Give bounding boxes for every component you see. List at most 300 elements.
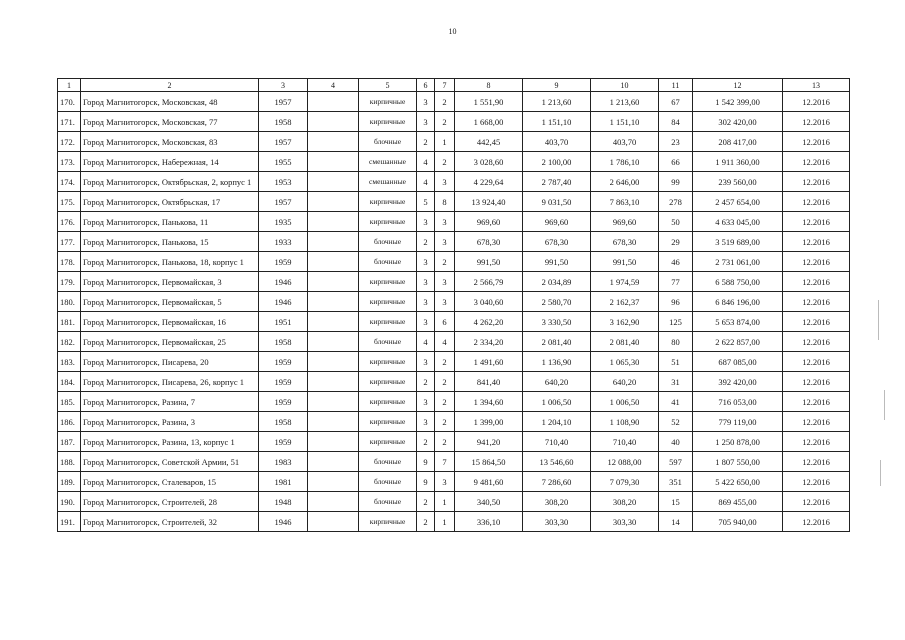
header-cell-col-3: 3 [259, 79, 308, 92]
residential-area-cell: 710,40 [591, 432, 659, 452]
residents-cell: 96 [659, 292, 693, 312]
total-area-cell: 4 229,64 [455, 172, 523, 192]
living-area-cell: 9 031,50 [523, 192, 591, 212]
address-cell: Город Магнитогорск, Октябрьская, 17 [81, 192, 259, 212]
floors-cell: 9 [417, 472, 435, 492]
row-number-cell: 183. [58, 352, 81, 372]
living-area-cell: 13 546,60 [523, 452, 591, 472]
living-area-cell: 308,20 [523, 492, 591, 512]
wall-material-cell: блочные [359, 332, 417, 352]
floors-cell: 3 [417, 92, 435, 112]
living-area-cell: 1 204,10 [523, 412, 591, 432]
deadline-cell: 12.2016 [783, 512, 850, 532]
row-number-cell: 175. [58, 192, 81, 212]
deadline-cell: 12.2016 [783, 372, 850, 392]
residential-area-cell: 1 786,10 [591, 152, 659, 172]
living-area-cell: 969,60 [523, 212, 591, 232]
deadline-cell: 12.2016 [783, 92, 850, 112]
address-cell: Город Магнитогорск, Писарева, 26, корпус 1 [81, 372, 259, 392]
table-row [58, 452, 850, 472]
row-number-cell: 189. [58, 472, 81, 492]
address-cell: Город Магнитогорск, Разина, 7 [81, 392, 259, 412]
residents-cell: 29 [659, 232, 693, 252]
year-built-cell: 1959 [259, 392, 308, 412]
wall-material-cell: блочные [359, 492, 417, 512]
residents-cell: 66 [659, 152, 693, 172]
total-area-cell: 9 481,60 [455, 472, 523, 492]
address-cell: Город Магнитогорск, Сталеваров, 15 [81, 472, 259, 492]
residential-area-cell: 640,20 [591, 372, 659, 392]
year-built-cell: 1959 [259, 252, 308, 272]
living-area-cell: 2 081,40 [523, 332, 591, 352]
table-row [58, 212, 850, 232]
living-area-cell: 1 006,50 [523, 392, 591, 412]
cost-cell: 2 622 857,00 [693, 332, 783, 352]
wall-material-cell: блочные [359, 132, 417, 152]
col-4-cell [308, 392, 359, 412]
residents-cell: 597 [659, 452, 693, 472]
residential-area-cell: 308,20 [591, 492, 659, 512]
residents-cell: 125 [659, 312, 693, 332]
year-built-cell: 1933 [259, 232, 308, 252]
deadline-cell: 12.2016 [783, 112, 850, 132]
cost-cell: 1 250 878,00 [693, 432, 783, 452]
wall-material-cell: кирпичные [359, 212, 417, 232]
wall-material-cell: кирпичные [359, 192, 417, 212]
wall-material-cell: кирпичные [359, 92, 417, 112]
deadline-cell: 12.2016 [783, 132, 850, 152]
row-number-cell: 185. [58, 392, 81, 412]
entrances-cell: 3 [435, 232, 455, 252]
col-4-cell [308, 332, 359, 352]
residents-cell: 84 [659, 112, 693, 132]
row-number-cell: 178. [58, 252, 81, 272]
entrances-cell: 3 [435, 172, 455, 192]
cost-cell: 4 633 045,00 [693, 212, 783, 232]
row-number-cell: 187. [58, 432, 81, 452]
entrances-cell: 2 [435, 112, 455, 132]
wall-material-cell: кирпичные [359, 412, 417, 432]
total-area-cell: 1 399,00 [455, 412, 523, 432]
row-number-cell: 174. [58, 172, 81, 192]
wall-material-cell: кирпичные [359, 312, 417, 332]
row-number-cell: 191. [58, 512, 81, 532]
cost-cell: 1 542 399,00 [693, 92, 783, 112]
total-area-cell: 1 668,00 [455, 112, 523, 132]
year-built-cell: 1981 [259, 472, 308, 492]
floors-cell: 3 [417, 412, 435, 432]
entrances-cell: 8 [435, 192, 455, 212]
col-4-cell [308, 512, 359, 532]
col-4-cell [308, 292, 359, 312]
residents-cell: 99 [659, 172, 693, 192]
wall-material-cell: кирпичные [359, 512, 417, 532]
year-built-cell: 1948 [259, 492, 308, 512]
address-cell: Город Магнитогорск, Панькова, 18, корпус 1 [81, 252, 259, 272]
year-built-cell: 1957 [259, 132, 308, 152]
total-area-cell: 841,40 [455, 372, 523, 392]
residents-cell: 15 [659, 492, 693, 512]
cost-cell: 5 422 650,00 [693, 472, 783, 492]
residential-area-cell: 403,70 [591, 132, 659, 152]
cost-cell: 302 420,00 [693, 112, 783, 132]
wall-material-cell: смешанные [359, 172, 417, 192]
residential-area-cell: 969,60 [591, 212, 659, 232]
col-4-cell [308, 272, 359, 292]
row-number-cell: 176. [58, 212, 81, 232]
year-built-cell: 1946 [259, 292, 308, 312]
wall-material-cell: кирпичные [359, 292, 417, 312]
deadline-cell: 12.2016 [783, 392, 850, 412]
wall-material-cell: кирпичные [359, 112, 417, 132]
deadline-cell: 12.2016 [783, 332, 850, 352]
entrances-cell: 3 [435, 212, 455, 232]
cost-cell: 716 053,00 [693, 392, 783, 412]
floors-cell: 3 [417, 292, 435, 312]
table-row [58, 172, 850, 192]
floors-cell: 3 [417, 252, 435, 272]
residential-area-cell: 2 162,37 [591, 292, 659, 312]
residents-cell: 77 [659, 272, 693, 292]
year-built-cell: 1946 [259, 272, 308, 292]
deadline-cell: 12.2016 [783, 232, 850, 252]
living-area-cell: 710,40 [523, 432, 591, 452]
col-4-cell [308, 112, 359, 132]
entrances-cell: 7 [435, 452, 455, 472]
col-4-cell [308, 212, 359, 232]
living-area-cell: 2 100,00 [523, 152, 591, 172]
row-number-cell: 186. [58, 412, 81, 432]
col-4-cell [308, 492, 359, 512]
table-row [58, 232, 850, 252]
entrances-cell: 2 [435, 152, 455, 172]
floors-cell: 3 [417, 392, 435, 412]
row-number-cell: 180. [58, 292, 81, 312]
floors-cell: 3 [417, 212, 435, 232]
residents-cell: 67 [659, 92, 693, 112]
residents-cell: 80 [659, 332, 693, 352]
row-number-cell: 171. [58, 112, 81, 132]
year-built-cell: 1983 [259, 452, 308, 472]
floors-cell: 2 [417, 512, 435, 532]
table-row [58, 372, 850, 392]
column-number-header-row [58, 79, 850, 92]
year-built-cell: 1958 [259, 332, 308, 352]
housing-registry-table [57, 78, 850, 532]
table-row [58, 332, 850, 352]
table-row [58, 192, 850, 212]
col-4-cell [308, 372, 359, 392]
residential-area-cell: 2 081,40 [591, 332, 659, 352]
wall-material-cell: кирпичные [359, 392, 417, 412]
living-area-cell: 1 136,90 [523, 352, 591, 372]
address-cell: Город Магнитогорск, Московская, 83 [81, 132, 259, 152]
deadline-cell: 12.2016 [783, 312, 850, 332]
deadline-cell: 12.2016 [783, 472, 850, 492]
wall-material-cell: блочные [359, 472, 417, 492]
table-row [58, 352, 850, 372]
table-row [58, 92, 850, 112]
floors-cell: 2 [417, 372, 435, 392]
total-area-cell: 1 491,60 [455, 352, 523, 372]
year-built-cell: 1958 [259, 412, 308, 432]
residential-area-cell: 991,50 [591, 252, 659, 272]
table-row [58, 252, 850, 272]
header-cell-col-8: 8 [455, 79, 523, 92]
year-built-cell: 1946 [259, 512, 308, 532]
total-area-cell: 991,50 [455, 252, 523, 272]
row-number-cell: 177. [58, 232, 81, 252]
total-area-cell: 3 040,60 [455, 292, 523, 312]
floors-cell: 4 [417, 332, 435, 352]
total-area-cell: 4 262,20 [455, 312, 523, 332]
total-area-cell: 13 924,40 [455, 192, 523, 212]
cost-cell: 6 588 750,00 [693, 272, 783, 292]
header-cell-col-6: 6 [417, 79, 435, 92]
entrances-cell: 3 [435, 292, 455, 312]
row-number-cell: 181. [58, 312, 81, 332]
header-cell-col-12: 12 [693, 79, 783, 92]
wall-material-cell: блочные [359, 252, 417, 272]
cost-cell: 208 417,00 [693, 132, 783, 152]
residents-cell: 46 [659, 252, 693, 272]
total-area-cell: 1 551,90 [455, 92, 523, 112]
living-area-cell: 2 034,89 [523, 272, 591, 292]
table-row [58, 432, 850, 452]
col-4-cell [308, 472, 359, 492]
cost-cell: 1 807 550,00 [693, 452, 783, 472]
table-row [58, 472, 850, 492]
entrances-cell: 1 [435, 512, 455, 532]
living-area-cell: 2 580,70 [523, 292, 591, 312]
residential-area-cell: 1 006,50 [591, 392, 659, 412]
address-cell: Город Магнитогорск, Октябрьская, 2, корпус 1 [81, 172, 259, 192]
col-4-cell [308, 252, 359, 272]
address-cell: Город Магнитогорск, Разина, 13, корпус 1 [81, 432, 259, 452]
row-number-cell: 188. [58, 452, 81, 472]
entrances-cell: 2 [435, 372, 455, 392]
address-cell: Город Магнитогорск, Московская, 77 [81, 112, 259, 132]
address-cell: Город Магнитогорск, Строителей, 28 [81, 492, 259, 512]
residential-area-cell: 1 151,10 [591, 112, 659, 132]
year-built-cell: 1953 [259, 172, 308, 192]
deadline-cell: 12.2016 [783, 292, 850, 312]
address-cell: Город Магнитогорск, Советской Армии, 51 [81, 452, 259, 472]
living-area-cell: 640,20 [523, 372, 591, 392]
residential-area-cell: 1 213,60 [591, 92, 659, 112]
entrances-cell: 2 [435, 392, 455, 412]
residents-cell: 51 [659, 352, 693, 372]
total-area-cell: 969,60 [455, 212, 523, 232]
floors-cell: 2 [417, 132, 435, 152]
address-cell: Город Магнитогорск, Панькова, 15 [81, 232, 259, 252]
header-cell-col-1: 1 [58, 79, 81, 92]
total-area-cell: 2 566,79 [455, 272, 523, 292]
residents-cell: 52 [659, 412, 693, 432]
col-4-cell [308, 452, 359, 472]
living-area-cell: 1 151,10 [523, 112, 591, 132]
residential-area-cell: 12 088,00 [591, 452, 659, 472]
col-4-cell [308, 132, 359, 152]
floors-cell: 3 [417, 272, 435, 292]
year-built-cell: 1959 [259, 432, 308, 452]
floors-cell: 2 [417, 232, 435, 252]
row-number-cell: 179. [58, 272, 81, 292]
header-cell-col-13: 13 [783, 79, 850, 92]
header-cell-col-5: 5 [359, 79, 417, 92]
address-cell: Город Магнитогорск, Набережная, 14 [81, 152, 259, 172]
total-area-cell: 2 334,20 [455, 332, 523, 352]
table-row [58, 512, 850, 532]
address-cell: Город Магнитогорск, Разина, 3 [81, 412, 259, 432]
floors-cell: 4 [417, 152, 435, 172]
col-4-cell [308, 312, 359, 332]
row-number-cell: 170. [58, 92, 81, 112]
header-cell-col-7: 7 [435, 79, 455, 92]
year-built-cell: 1957 [259, 92, 308, 112]
entrances-cell: 4 [435, 332, 455, 352]
table-row [58, 392, 850, 412]
floors-cell: 9 [417, 452, 435, 472]
cost-cell: 392 420,00 [693, 372, 783, 392]
wall-material-cell: кирпичные [359, 432, 417, 452]
cost-cell: 5 653 874,00 [693, 312, 783, 332]
total-area-cell: 1 394,60 [455, 392, 523, 412]
floors-cell: 2 [417, 432, 435, 452]
header-cell-col-10: 10 [591, 79, 659, 92]
residential-area-cell: 7 079,30 [591, 472, 659, 492]
total-area-cell: 3 028,60 [455, 152, 523, 172]
deadline-cell: 12.2016 [783, 272, 850, 292]
address-cell: Город Магнитогорск, Панькова, 11 [81, 212, 259, 232]
entrances-cell: 2 [435, 412, 455, 432]
deadline-cell: 12.2016 [783, 452, 850, 472]
floors-cell: 2 [417, 492, 435, 512]
residential-area-cell: 303,30 [591, 512, 659, 532]
cost-cell: 687 085,00 [693, 352, 783, 372]
address-cell: Город Магнитогорск, Первомайская, 25 [81, 332, 259, 352]
year-built-cell: 1935 [259, 212, 308, 232]
year-built-cell: 1958 [259, 112, 308, 132]
residential-area-cell: 3 162,90 [591, 312, 659, 332]
header-cell-col-2: 2 [81, 79, 259, 92]
cost-cell: 6 846 196,00 [693, 292, 783, 312]
residents-cell: 31 [659, 372, 693, 392]
entrances-cell: 2 [435, 432, 455, 452]
row-number-cell: 182. [58, 332, 81, 352]
table-row [58, 492, 850, 512]
cost-cell: 2 731 061,00 [693, 252, 783, 272]
residential-area-cell: 1 065,30 [591, 352, 659, 372]
living-area-cell: 2 787,40 [523, 172, 591, 192]
col-4-cell [308, 192, 359, 212]
row-number-cell: 172. [58, 132, 81, 152]
col-4-cell [308, 92, 359, 112]
row-number-cell: 184. [58, 372, 81, 392]
col-4-cell [308, 412, 359, 432]
residential-area-cell: 678,30 [591, 232, 659, 252]
row-number-cell: 190. [58, 492, 81, 512]
wall-material-cell: кирпичные [359, 352, 417, 372]
living-area-cell: 7 286,60 [523, 472, 591, 492]
table-body [58, 79, 850, 532]
residential-area-cell: 1 974,59 [591, 272, 659, 292]
residents-cell: 41 [659, 392, 693, 412]
col-4-cell [308, 432, 359, 452]
address-cell: Город Магнитогорск, Московская, 48 [81, 92, 259, 112]
deadline-cell: 12.2016 [783, 152, 850, 172]
table-row [58, 412, 850, 432]
wall-material-cell: кирпичные [359, 272, 417, 292]
header-cell-col-11: 11 [659, 79, 693, 92]
table-row [58, 112, 850, 132]
entrances-cell: 6 [435, 312, 455, 332]
total-area-cell: 678,30 [455, 232, 523, 252]
address-cell: Город Магнитогорск, Первомайская, 3 [81, 272, 259, 292]
table-row [58, 132, 850, 152]
entrances-cell: 1 [435, 492, 455, 512]
deadline-cell: 12.2016 [783, 212, 850, 232]
wall-material-cell: блочные [359, 452, 417, 472]
deadline-cell: 12.2016 [783, 192, 850, 212]
cost-cell: 239 560,00 [693, 172, 783, 192]
header-cell-col-4: 4 [308, 79, 359, 92]
wall-material-cell: блочные [359, 232, 417, 252]
total-area-cell: 442,45 [455, 132, 523, 152]
table-row [58, 272, 850, 292]
table-row [58, 312, 850, 332]
cost-cell: 779 119,00 [693, 412, 783, 432]
floors-cell: 3 [417, 312, 435, 332]
year-built-cell: 1955 [259, 152, 308, 172]
deadline-cell: 12.2016 [783, 492, 850, 512]
total-area-cell: 336,10 [455, 512, 523, 532]
residents-cell: 40 [659, 432, 693, 452]
col-4-cell [308, 232, 359, 252]
floors-cell: 3 [417, 352, 435, 372]
living-area-cell: 1 213,60 [523, 92, 591, 112]
living-area-cell: 3 330,50 [523, 312, 591, 332]
wall-material-cell: смешанные [359, 152, 417, 172]
row-number-cell: 173. [58, 152, 81, 172]
year-built-cell: 1951 [259, 312, 308, 332]
year-built-cell: 1957 [259, 192, 308, 212]
deadline-cell: 12.2016 [783, 252, 850, 272]
year-built-cell: 1959 [259, 352, 308, 372]
address-cell: Город Магнитогорск, Первомайская, 5 [81, 292, 259, 312]
total-area-cell: 941,20 [455, 432, 523, 452]
deadline-cell: 12.2016 [783, 172, 850, 192]
deadline-cell: 12.2016 [783, 412, 850, 432]
col-4-cell [308, 152, 359, 172]
residential-area-cell: 1 108,90 [591, 412, 659, 432]
floors-cell: 5 [417, 192, 435, 212]
residents-cell: 351 [659, 472, 693, 492]
floors-cell: 4 [417, 172, 435, 192]
cost-cell: 1 911 360,00 [693, 152, 783, 172]
living-area-cell: 403,70 [523, 132, 591, 152]
residents-cell: 50 [659, 212, 693, 232]
address-cell: Город Магнитогорск, Писарева, 20 [81, 352, 259, 372]
total-area-cell: 340,50 [455, 492, 523, 512]
wall-material-cell: кирпичные [359, 372, 417, 392]
residents-cell: 14 [659, 512, 693, 532]
header-cell-col-9: 9 [523, 79, 591, 92]
col-4-cell [308, 352, 359, 372]
deadline-cell: 12.2016 [783, 432, 850, 452]
cost-cell: 3 519 689,00 [693, 232, 783, 252]
total-area-cell: 15 864,50 [455, 452, 523, 472]
